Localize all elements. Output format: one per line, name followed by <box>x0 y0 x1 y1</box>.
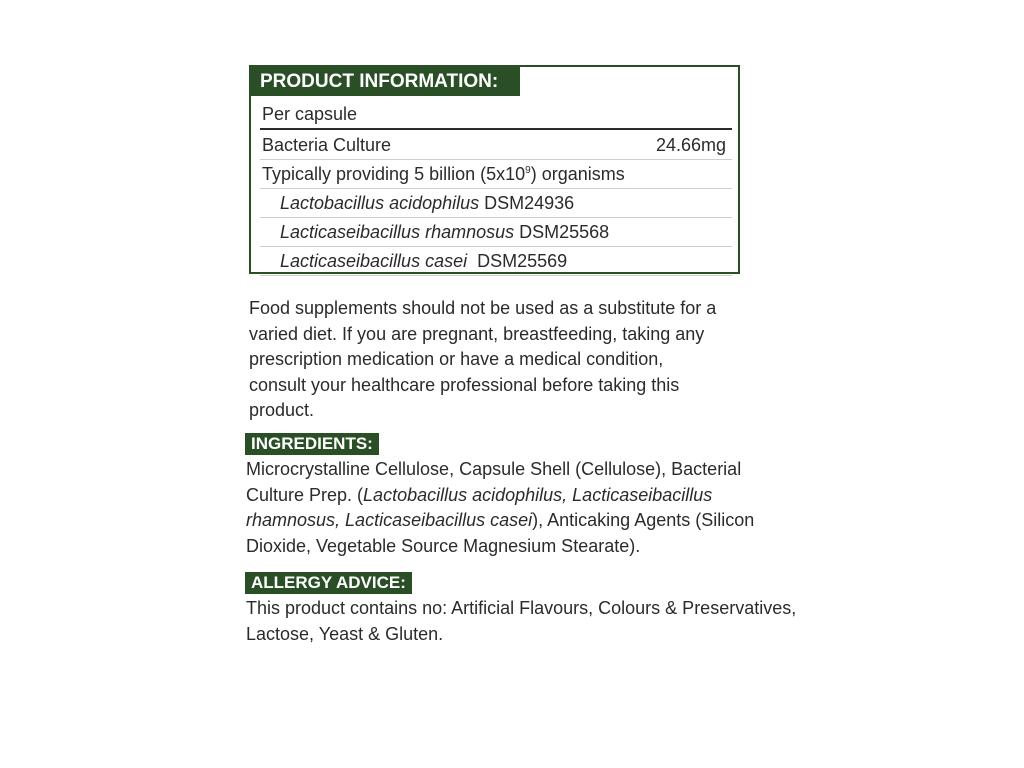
header-divider <box>260 128 732 130</box>
ingredients-text-before: Microcrystalline Cellulose, Capsule Shell (Cellulose), Bacterial Culture Prep. ( <box>246 459 742 505</box>
table-row <box>260 189 732 218</box>
table-row <box>260 247 732 276</box>
ingredients-species: Lactobacillus acidophilus, Lacticaseibacillus rhamnosus, Lacticaseibacillus casei <box>246 484 713 530</box>
row-name <box>262 160 625 188</box>
species-name: Lacticaseibacillus rhamnosus <box>280 222 515 242</box>
product-information-header: PRODUCT INFORMATION: <box>251 67 520 96</box>
supplement-warning: Food supplements should not be used as a substitute for a varied diet. If you are pregnant, breastfeeding, taking any prescription medication or have a medical condition, consult your healthcare professional before taking this product. <box>249 298 717 420</box>
row-name <box>280 247 567 275</box>
strain-code: DSM25569 <box>467 251 568 271</box>
table-row <box>260 218 732 247</box>
ingredients-label: INGREDIENTS: <box>245 433 379 455</box>
organisms-suffix: ) organisms <box>530 164 625 184</box>
table-row <box>260 131 732 160</box>
organisms-prefix: Typically providing 5 billion (5x10 <box>262 164 526 184</box>
ingredients-text-after: ), Anticaking Agents (Silicon Dioxide, Vegetable Source Magnesium Stearate). <box>246 510 755 556</box>
species-name: Lactobacillus acidophilus <box>280 193 480 213</box>
nutrition-table <box>260 131 732 276</box>
row-name: Bacteria Culture <box>262 135 392 155</box>
strain-code: DSM25568 <box>514 222 610 242</box>
row-name <box>280 218 609 246</box>
per-capsule-label: Per capsule <box>262 104 358 124</box>
ingredients-text <box>246 457 786 559</box>
product-information-box <box>249 65 740 274</box>
allergy-advice-label: ALLERGY ADVICE: <box>245 572 412 594</box>
row-name <box>280 189 574 217</box>
table-row <box>260 160 732 189</box>
allergy-advice-text: This product contains no: Artificial Flavours, Colours & Preservatives, Lactose, Yeast & Gluten. <box>246 598 797 644</box>
exponent: 9 <box>525 165 531 176</box>
species-name: Lacticaseibacillus casei <box>280 251 468 271</box>
strain-code: DSM24936 <box>479 193 575 213</box>
row-amount: 24.66mg <box>655 135 726 155</box>
